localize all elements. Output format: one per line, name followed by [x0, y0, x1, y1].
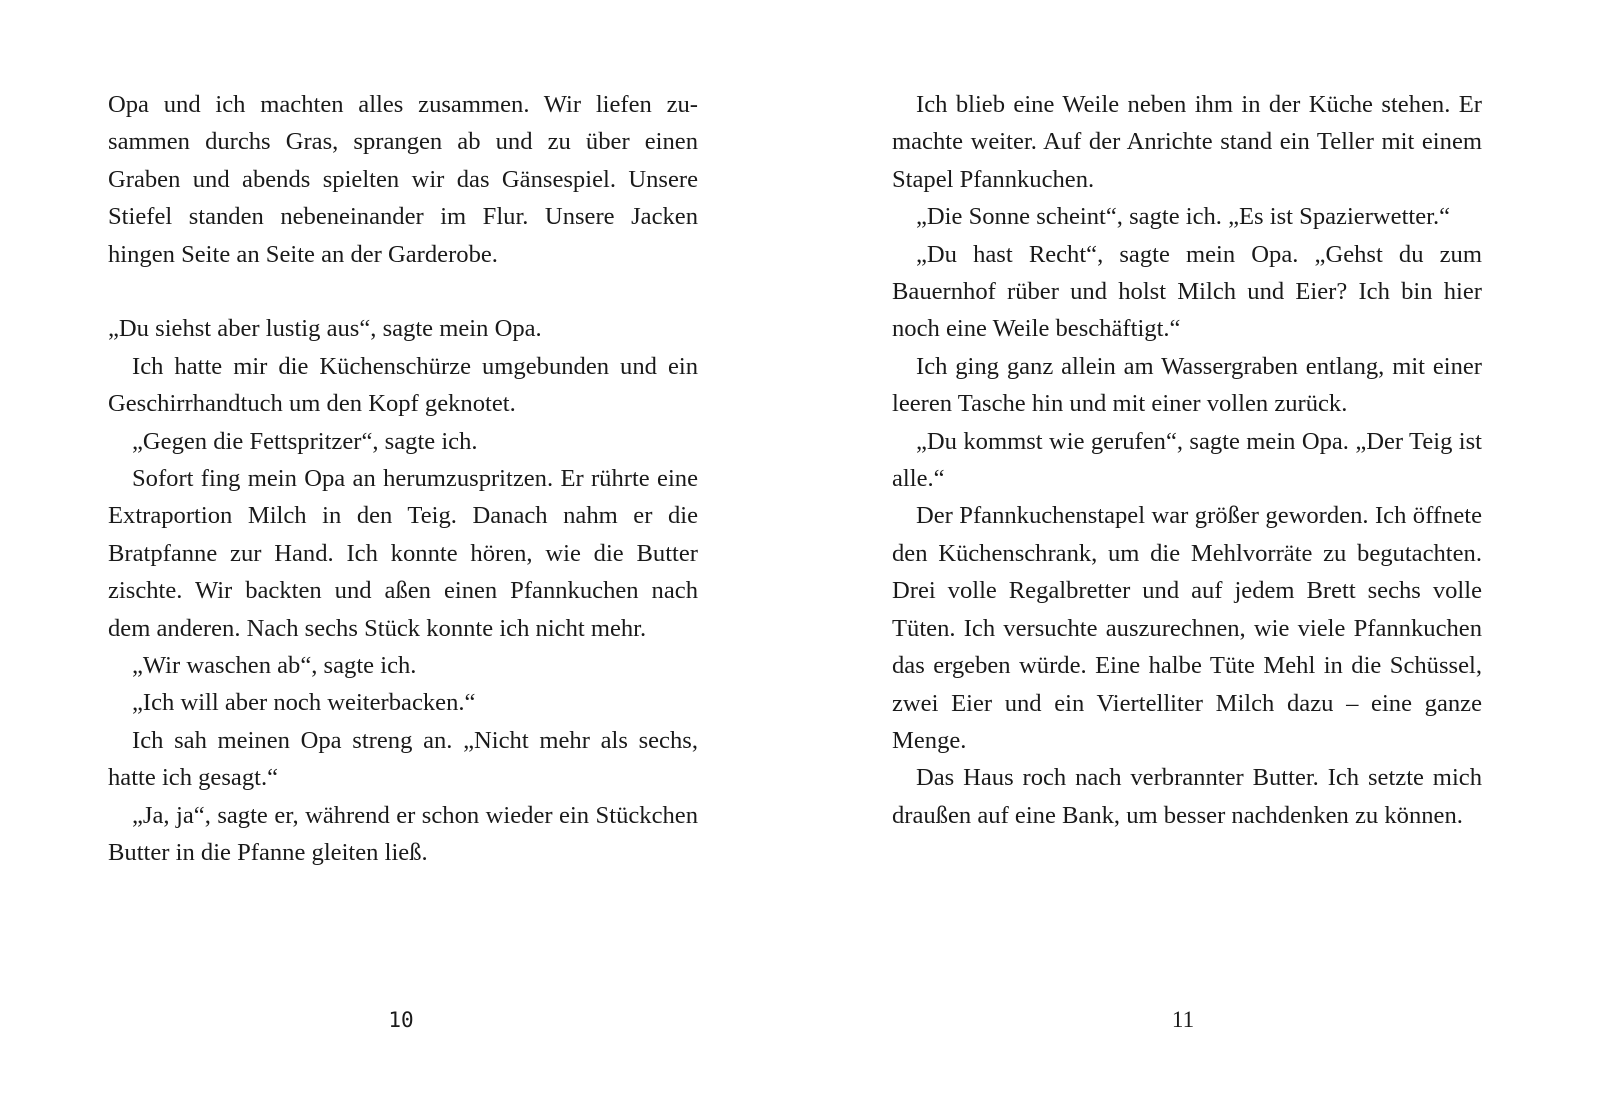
- paragraph: „Du hast Recht“, sagte mein Opa. „Gehst du zum Bauernhof rüber und holst Milch und Eier? Ich bin hier noch eine Weile beschäftigt.“: [892, 240, 1482, 343]
- right-page: [800, 0, 1600, 1117]
- paragraph: „Gegen die Fettspritzer“, sagte ich.: [132, 427, 478, 455]
- paragraph: „Ich will aber noch weiterbacken.“: [132, 689, 476, 717]
- left-page-text: [108, 86, 698, 872]
- paragraph: Opa und ich machten alles zusammen. Wir liefen zusammen durchs Gras, sprangen ab und zu über einen Graben und abends spielten wir das Gänsespiel. Unsere Stiefel standen nebeneinander im Flur. Unsere Jacken hingen Seite an Seite an der Garderobe.: [108, 91, 698, 268]
- right-page-text: [892, 86, 1482, 834]
- page-number: 10: [388, 1008, 414, 1032]
- paragraph: Ich sah meinen Opa streng an. „Nicht mehr als sechs, hatte ich gesagt.“: [108, 726, 698, 792]
- paragraph: Der Pfannkuchenstapel war größer geworden. Ich öffnete den Küchenschrank, um die Mehlvorräte zu begutachten. Drei volle Regalbretter und auf jedem Brett sechs volle Tüten. Ich versuchte auszurechnen, wie viele Pfannkuchen das ergeben würde. Eine halbe Tüte Mehl in die Schüssel, zwei Eier und ein Viertelliter Milch dazu – eine ganze Menge.: [892, 502, 1482, 754]
- paragraph: „Du siehst aber lustig aus“, sagte mein Opa.: [108, 315, 542, 343]
- paragraph: Ich ging ganz allein am Wassergraben entlang, mit einer leeren Tasche hin und mit einer vollen zurück.: [892, 352, 1482, 418]
- paragraph: „Ja, ja“, sagte er, während er schon wieder ein Stückchen Butter in die Pfanne gleiten ließ.: [108, 801, 698, 867]
- paragraph: Ich blieb eine Weile neben ihm in der Küche stehen. Er machte weiter. Auf der Anrichte stand ein Teller mit einem Stapel Pfannkuchen.: [892, 91, 1482, 193]
- paragraph: „Wir waschen ab“, sagte ich.: [132, 652, 417, 680]
- paragraph: „Die Sonne scheint“, sagte ich. „Es ist Spazierwetter.“: [916, 203, 1451, 231]
- page-number: 11: [1171, 1007, 1195, 1032]
- paragraph: „Du kommst wie gerufen“, sagte mein Opa. „Der Teig ist alle.“: [892, 427, 1482, 493]
- paragraph: Sofort fing mein Opa an herumzuspritzen. Er rührte eine Extraportion Milch in den Teig. Danach nahm er die Bratpfanne zur Hand. Ich konnte hören, wie die Butter zischte. Wir backten und aßen einen Pfannkuchen nach dem anderen. Nach sechs Stück konnte ich nicht mehr.: [108, 465, 698, 642]
- paragraph: Ich hatte mir die Küchenschürze umgebunden und ein Geschirrhandtuch um den Kopf geknotet.: [108, 352, 698, 418]
- paragraph: Das Haus roch nach verbrannter Butter. Ich setzte mich draußen auf eine Bank, um besser nachdenken zu können.: [892, 764, 1482, 829]
